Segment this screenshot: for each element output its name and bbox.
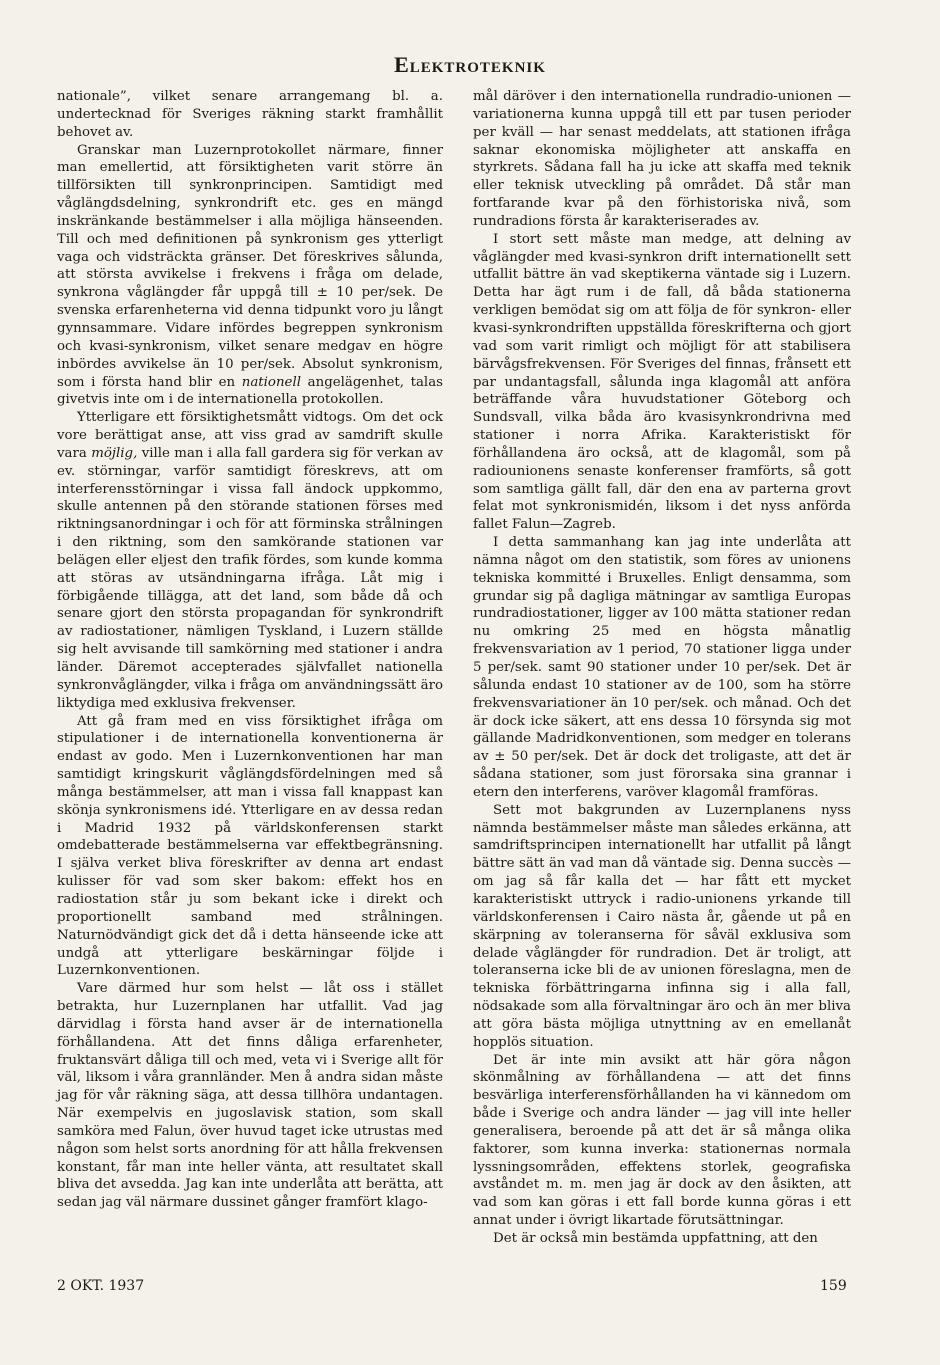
paragraph-text: Granskar man Luzernprotokollet närmare, finner man emellertid, att försiktigheten varit större än tillförsikten till synkronprincipen. Samtidigt med våglängdsdelning, synkrondrift etc. ges en mängd inskränkande bestämmelser i alla möjliga hänseenden. Till och med definitionen på synkronism ges ytterligt vaga och vidsträckta gränser. Det föreskrives sålunda, att största avvikelse i frekvens i fråga om delade, synkrona våglängder får uppgå till ± 10 per/sek. De svenska erfarenheterna vid denna tidpunkt voro ju långt gynnsammare. Vidare infördes begreppen synkronism och kvasi-synkronism, vilket senare medgav en högre inbördes avvikelse än 10 per/sek. Absolut synkronism, som i första hand blir en xyxy=(57,142,443,390)
page-number: 159 xyxy=(820,1278,847,1294)
paragraph: Att gå fram med en viss försiktighet ifråga om stipulationer i de internationella konventionerna är endast av godo. Men i Luzernkonventionen har man samtidigt kringskurit våglängdsfördelningen med så många bestämmelser, att man i vissa fall knappast kan skönja synkronismens idé. Ytterligare en av dessa redan i Madrid 1932 på världskonferensen starkt omdebatterade bestämmelserna var effektbegränsning. I själva verket bliva föreskrifter av denna art endast kulisser för vad som sker bakom: effekt hos en radiostation står ju som bekant icke i direkt och proportionellt samband med strålningen. Naturnödvändigt gick det då i detta hänseende icke att undgå att ytterligare beskärningar följde i Luzernkonventionen. xyxy=(57,713,443,979)
right-column xyxy=(473,88,851,1248)
paragraph xyxy=(57,409,443,712)
paragraph: I stort sett måste man medge, att delning av våglängder med kvasi-synkron drift internationellt sett utfallit bättre än vad skeptikerna väntade sig i Luzern. Detta har ägt rum i de fall, då båda stationerna verkligen bemödat sig om att följa de för synkron- eller kvasi-synkrondriften uppställda föreskrifterna och gjort vad som varit rimligt och möjligt för att stabilisera bärvågsfrekvensen. För Sveriges del finnas, frånsett ett par undantagsfall, sålunda inga klagomål att anföra beträffande våra huvudstationer Göteborg och Sundsvall, vilka båda äro kvasisynkrondrivna med stationer i norra Afrika. Karakteristiskt för förhållandena äro också, att de klagomål, som på radiounionens senaste konferenser framförts, så gott som samtliga gällt fall, där den ena av parterna grovt felat mot synkronismidén, liksom i det nyss anförda fallet Falun—Zagreb. xyxy=(473,231,851,533)
paragraph: Vare därmed hur som helst — låt oss i stället betrakta, hur Luzernplanen har utfallit. Vad jag därvidlag i första hand avser är de internationella förhållandena. Att det finns dåliga erfarenheter, fruktansvärt dåliga till och med, veta vi i Sverige allt för väl, liksom i våra grannländer. Men å andra sidan måste jag för vår räkning säga, att dessa tillhöra undantagen. När exempelvis en jugoslavisk station, som skall samköra med Falun, över huvud taget icke utrustas med någon som helst sorts anordning för att hålla frekvensen konstant, får man inte heller vänta, att resultatet skall bliva det avsedda. Jag kan inte underlåta att berätta, att sedan jag väl närmare dussinet gånger framfört klago- xyxy=(57,981,443,1211)
paragraph: Sett mot bakgrunden av Luzernplanens nyss nämnda bestämmelser måste man således erkänna, att samdriftsprincipen internationellt har utfallit på långt bättre sätt än vad man då väntade sig. Denna succès — om jag så får kalla det — har fått ett mycket karakteristiskt uttryck i radio-unionens yrkande till världskonferensen i Cairo nästa år, gående ut på en skärpning av toleranserna för såväl exklusiva som delade våglängder för rundradion. Det är troligt, att toleranserna icke bli de av unionen föreslagna, men de tekniska förbättringarna infinna sig i alla fall, nödsakade som alla förvaltningar äro och än mer bliva att göra bästa möjliga utnyttning av en emellanåt hopplös situation. xyxy=(473,802,851,1050)
paragraph xyxy=(57,142,443,410)
left-column xyxy=(57,88,443,1212)
paragraph: Det är inte min avsikt att här göra någon skönmålning av förhållandena — att det finns besvärliga interferensförhållanden ha vi kännedom om både i Sverige och andra länder — jag vill inte heller generalisera, beroende på att det är så många olika faktorer, som kunna inverka: stationernas normala lyssningsområden, effektens storlek, geografiska avståndet m. m. men jag är dock av den åsikten, att vad som kan göras i ett fall borde kunna göras i ett annat under i övrigt likartade förutsättningar. xyxy=(473,1052,851,1229)
paragraph: mål däröver i den internationella rundradio-unionen — variationerna kunna uppgå till ett par tusen perioder per kväll — har senast meddelats, att stationen ifråga saknar ekonomiska möjligheter att anskaffa en styrkrets. Sådana fall ha ju icke att skaffa med teknik eller teknisk utveckling på området. Då står man fortfarande kvar på den förhistoriska nivå, som rundradions första år karakteriserades av. xyxy=(473,89,851,229)
paragraph: Det är också min bestämda uppfattning, att den xyxy=(493,1231,818,1246)
paragraph-text: Ytterligare ett försiktighetsmått vidtogs. Om det ock vore berättigat anse, att viss grad av samdrift skulle vara xyxy=(57,410,443,461)
footer-date: 2 OKT. 1937 xyxy=(57,1278,145,1294)
emphasis-text: möjlig, xyxy=(91,445,138,461)
page-header-title: Elektroteknik xyxy=(394,52,546,77)
paragraph: I detta sammanhang kan jag inte underlåta att nämna något om den statistik, som föres av unionens tekniska kommitté i Bruxelles. Enligt densamma, som grundar sig på dagliga mätningar av samtliga Europas rundradiostationer, ligger av 100 mätta stationer redan nu omkring 25 med en högsta månatlig frekvensvariation av 1 period, 70 stationer ligga under 5 per/sek. samt 90 stationer under 10 per/sek. Det är sålunda endast 10 stationer av de 100, som ha större frekvensvariationer än 10 per/sek. och månad. Och det är dock icke säkert, att ens dessa 10 försynda sig mot gällande Madridkonventionen, som medger en tolerans av ± 50 per/sek. Det är dock det troligaste, att det är sådana stationer, som just förorsaka sina grannar i etern den interferens, varöver klagomål framföras. xyxy=(473,535,851,800)
paragraph-text: ville man i alla fall gardera sig för verkan av ev. störningar, varför samtidigt föreskrevs, att om interferensstörningar i vissa fall ändock uppkommo, skulle antennen på den störande stationen förses med riktningsanordningar i och för att förminska strålningen i den riktning, som den samkörande stationen var belägen eller eljest den trafik fördes, som kunde komma att störas av utsändningarna ifråga. Låt mig i förbigående tillägga, att det land, som både då och senare gjort den största propagandan för synkrondrift av radiostationer, nämligen Tyskland, i Luzern ställde sig helt avvisande till samkörning med stationer i andra länder. Däremot accepterades självfallet nationella synkronvåglängder, vilka i fråga om användningssätt äro liktydiga med exklusiva frekvenser. xyxy=(57,445,444,711)
emphasis-text: nationell xyxy=(241,374,301,390)
paragraph: nationale”, vilket senare arrangemang bl. a. undertecknad för Sveriges räkning starkt framhållit behovet av. xyxy=(57,89,443,140)
paragraph-text: angelägenhet, talas givetvis inte om i de internationella protokollen. xyxy=(57,374,443,408)
